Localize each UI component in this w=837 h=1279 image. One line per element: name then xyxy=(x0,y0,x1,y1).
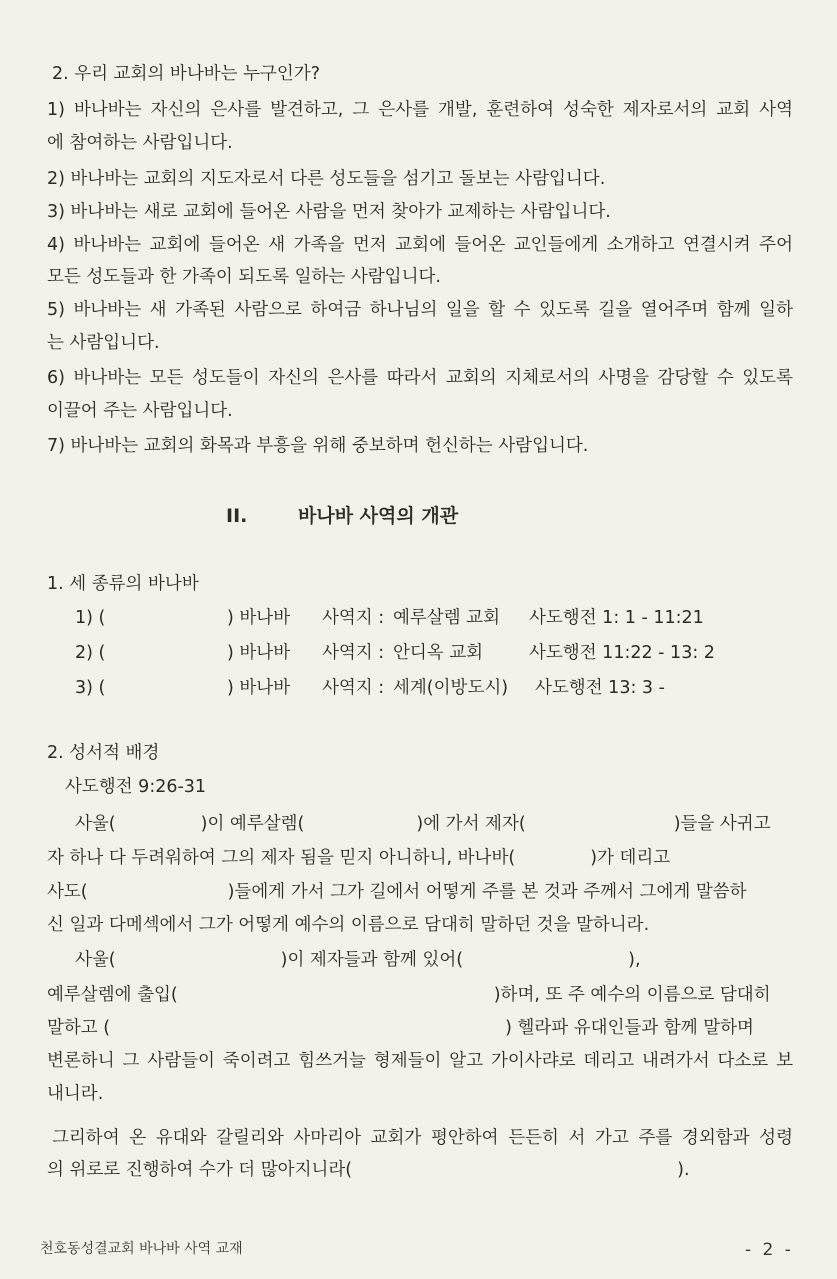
type-row-reference: 사도행전 1: 1 - 11:21 xyxy=(529,608,704,628)
type-row-place: 세계(이방도시) xyxy=(393,678,509,698)
type-row-close: ) 바나바 xyxy=(227,643,291,663)
list-item: 6) 바나바는 모든 성도들이 자신의 은사를 따라서 교회의 지체로서의 사명을 감당할 수 있도록 xyxy=(47,368,793,388)
passage-line: 그리하여 온 유대와 갈릴리와 사마리아 교회가 평안하여 든든히 서 가고 주를 경외함과 성령 xyxy=(52,1128,793,1148)
type-row-number: 3) ( xyxy=(75,678,106,698)
section-title: 바나바 사역의 개관 xyxy=(298,505,459,527)
passage-text: ). xyxy=(677,1160,690,1180)
passage-line xyxy=(47,983,793,1007)
passage-text: )들을 사귀고 xyxy=(673,814,771,834)
footer-title: 천호동성결교회 바나바 사역 교재 xyxy=(40,1241,243,1257)
passage-text: )에 가서 제자( xyxy=(416,814,526,834)
passage-line xyxy=(47,1016,793,1040)
passage-text: 예루살렘에 출입( xyxy=(47,985,178,1005)
type-row-place: 예루살렘 교회 xyxy=(393,608,500,628)
passage-text: 사울( xyxy=(75,950,116,970)
list-item-continuation: 모든 성도들과 한 가족이 되도록 일하는 사람입니다. xyxy=(47,267,441,287)
list-item: 7) 바나바는 교회의 화목과 부흥을 위해 중보하며 헌신하는 사람입니다. xyxy=(47,436,589,456)
subsection-title-types: 1. 세 종류의 바나바 xyxy=(47,574,199,594)
passage-text: 사울( xyxy=(75,814,116,834)
list-item-continuation: 에 참여하는 사람입니다. xyxy=(47,133,233,153)
list-item-continuation: 는 사람입니다. xyxy=(47,333,160,353)
passage-line xyxy=(47,880,793,904)
list-item: 2) 바나바는 교회의 지도자로서 다른 성도들을 섬기고 돌보는 사람입니다. xyxy=(47,169,606,189)
passage-line: 내니라. xyxy=(47,1084,104,1104)
type-row-label: 사역지 : xyxy=(322,643,385,663)
type-row-close: ) 바나바 xyxy=(227,678,291,698)
passage-line xyxy=(47,846,793,870)
list-item: 5) 바나바는 새 가족된 사람으로 하여금 하나님의 일을 할 수 있도록 길을 열어주며 함께 일하 xyxy=(47,300,793,320)
passage-text: )이 예루살렘( xyxy=(200,814,305,834)
passage-line: 변론하니 그 사람들이 죽이려고 힘쓰거늘 형제들이 알고 가이사랴로 데리고 내려가서 다소로 보 xyxy=(47,1051,793,1071)
passage-text: )이 제자들과 함께 있어( xyxy=(280,950,464,970)
type-row-number: 2) ( xyxy=(75,643,106,663)
type-row-number: 1) ( xyxy=(75,608,106,628)
type-row-reference: 사도행전 11:22 - 13: 2 xyxy=(529,643,715,663)
type-row-place: 안디옥 교회 xyxy=(393,643,484,663)
passage-line xyxy=(47,1158,793,1182)
passage-line xyxy=(75,948,793,972)
list-item: 1) 바나바는 자신의 은사를 발견하고, 그 은사를 개발, 훈련하여 성숙한 제자로서의 교회 사역 xyxy=(47,100,793,120)
section-number: II. xyxy=(226,505,248,527)
passage-text: )가 데리고 xyxy=(590,848,671,868)
passage-text: 사도( xyxy=(47,882,88,902)
scripture-reference: 사도행전 9:26-31 xyxy=(65,777,207,797)
passage-text: 자 하나 다 두려워하여 그의 제자 됨을 믿지 아니하니, 바나바( xyxy=(47,848,516,868)
type-row-label: 사역지 : xyxy=(322,608,385,628)
subsection-title-background: 2. 성서적 배경 xyxy=(47,743,160,763)
passage-line: 신 일과 다메섹에서 그가 어떻게 예수의 이름으로 담대히 말하던 것을 말하니라. xyxy=(47,915,650,935)
passage-text: 말하고 ( xyxy=(47,1018,111,1038)
page-number: - 2 - xyxy=(745,1240,794,1260)
passage-text: )하며, 또 주 예수의 이름으로 담대히 xyxy=(493,985,771,1005)
passage-text: ) 헬라파 유대인들과 함께 말하며 xyxy=(505,1018,754,1038)
passage-text: ), xyxy=(628,950,641,970)
passage-line xyxy=(75,812,793,836)
type-row-label: 사역지 : xyxy=(322,678,385,698)
section-title-who-is-barnabas: 2. 우리 교회의 바나바는 누구인가? xyxy=(52,64,321,84)
list-item: 4) 바나바는 교회에 들어온 새 가족을 먼저 교회에 들어온 교인들에게 소개하고 연결시켜 주어 xyxy=(47,235,793,255)
type-row-reference: 사도행전 13: 3 - xyxy=(535,678,665,698)
passage-text: )들에게 가서 그가 길에서 어떻게 주를 본 것과 주께서 그에게 말씀하 xyxy=(227,882,747,902)
list-item-continuation: 이끌어 주는 사람입니다. xyxy=(47,401,233,421)
list-item: 3) 바나바는 새로 교회에 들어온 사람을 먼저 찾아가 교제하는 사람입니다. xyxy=(47,202,611,222)
type-row-close: ) 바나바 xyxy=(227,608,291,628)
passage-text: 의 위로로 진행하여 수가 더 많아지니라( xyxy=(47,1160,353,1180)
